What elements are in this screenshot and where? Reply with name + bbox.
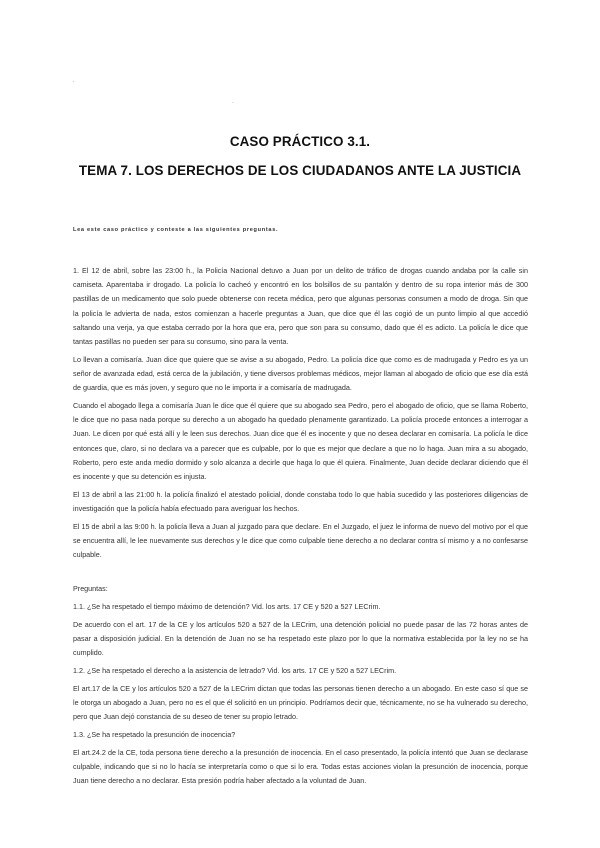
instructions: Lea este caso práctico y conteste a las siguientes preguntas.: [73, 227, 279, 233]
question: 1.1. ¿Se ha respetado el tiempo máximo de detención? Vid. los arts. 17 CE y 520 a 527 LECrim.: [73, 601, 381, 611]
case-paragraph: Lo llevan a comisaría. Juan dice que quiere que se avise a su abogado, Pedro. La policía dice que como es de madrugada y Pedro es ya un señor de avanzada edad, está cerca de la jubilación, y tiene diversos problemas médicos, mejor llaman al abogado de oficio que ese día está de guardia, que es más joven, y seguro que no le importa ir a comisaría de madrugada.: [73, 354, 528, 393]
question: 1.2. ¿Se ha respetado el derecho a la asistencia de letrado? Vid. los arts. 17 CE y 520 a 527 LECrim.: [73, 665, 397, 675]
questions-section: [73, 582, 528, 792]
questions-heading: Preguntas:: [73, 584, 108, 593]
answer: El art.24.2 de la CE, toda persona tiene derecho a la presunción de inocencia. En el caso presentado, la policía intentó que Juan se declarase culpable, indicando que si no lo hacía se interpretaría como o que si lo era. Todas estas acciones violan la presunción de inocencia, porque Juan tiene derecho a no declarar. Esta presión podría haber afectado a la voluntad de Juan.: [73, 747, 528, 785]
case-paragraph: 1. El 12 de abril, sobre las 23:00 h., la Policía Nacional detuvo a Juan por un delito de tráfico de drogas cuando andaba por la calle sin camiseta. Aparentaba ir drogado. La policía lo cacheó y encontró en los bolsillos de su pantalón y dentro de su ropa interior más de 300 pastillas de un medicamento que solo puede obtenerse con receta médica, pero que algunas personas consumen a modo de droga. Sin que la policía le advierta de nada, estos comienzan a hacerle preguntas a Juan, que dice que él las cogió de un punto limpio al que accedió saltando una verja, ya que estaba cerrado por la hora que era, pero que son para su consumo, dado que él es adicto. La policía le dice que tantas pastillas no pueden ser para su consumo, sino para la venta.: [73, 266, 528, 347]
question: 1.3. ¿Se ha respetado la presunción de inocencia?: [73, 729, 236, 739]
scan-mark: -: [232, 100, 234, 106]
case-title: CASO PRÁCTICO 3.1.: [229, 134, 371, 149]
case-paragraph: El 13 de abril a las 21:00 h. la policía finalizó el atestado policial, donde constaba todo lo que había sucedido y las posteriores diligencias de investigación que la policía había efectuado para averiguar los hechos.: [73, 489, 528, 514]
case-text: [73, 264, 528, 566]
scan-mark: ': [73, 81, 74, 87]
case-paragraph: Cuando el abogado llega a comisaría Juan le dice que él quiere que su abogado sea Pedro, pero el abogado de oficio, que se llama Roberto, le dice que no pasa nada porque su derecho a un abogado ha quedado plenamente garantizado. La policía procede entonces a interrogar a Juan. Le dicen por qué está allí y le leen sus derechos. Juan dice que él es inocente y que no desea declarar en comisaría. La policía le dice entonces que, claro, si no declara va a parecer que es culpable, por lo que es mejor que declare a que no lo haga. Juan mira a su abogado, Roberto, pero este anda medio dormido y solo alcanza a decirle que haga lo que él quiera. Finalmente, Juan decide declarar diciendo que él es inocente y que su detención es injusta.: [73, 401, 528, 482]
topic-title: TEMA 7. LOS DERECHOS DE LOS CIUDADANOS ANTE LA JUSTICIA: [78, 163, 522, 178]
answer: El art.17 de la CE y los artículos 520 a 527 de la LECrim dictan que todas las personas tienen derecho a un abogado. En este caso sí que se le otorga un abogado a Juan, pero no es el que él solicitó en un principio. Podríamos decir que, técnicamente, no se ha vulnerado su derecho, pero que Juan dejó constancia de su deseo de tener su propio letrado.: [73, 683, 528, 721]
case-paragraph: El 15 de abril a las 9:00 h. la policía lleva a Juan al juzgado para que declare. En el Juzgado, el juez le informa de nuevo del motivo por el que se encuentra allí, le lee nuevamente sus derechos y le dice que como culpable tiene derecho a no declarar contra sí mismo y a no confesarse culpable.: [73, 521, 528, 560]
answer: De acuerdo con el art. 17 de la CE y los artículos 520 a 527 de la LECrim, una detención policial no puede pasar de las 72 horas antes de pasar a disposición judicial. En la detención de Juan no se ha respetado este plazo por lo que la normativa establecida por la ley no se ha cumplido.: [73, 619, 528, 657]
